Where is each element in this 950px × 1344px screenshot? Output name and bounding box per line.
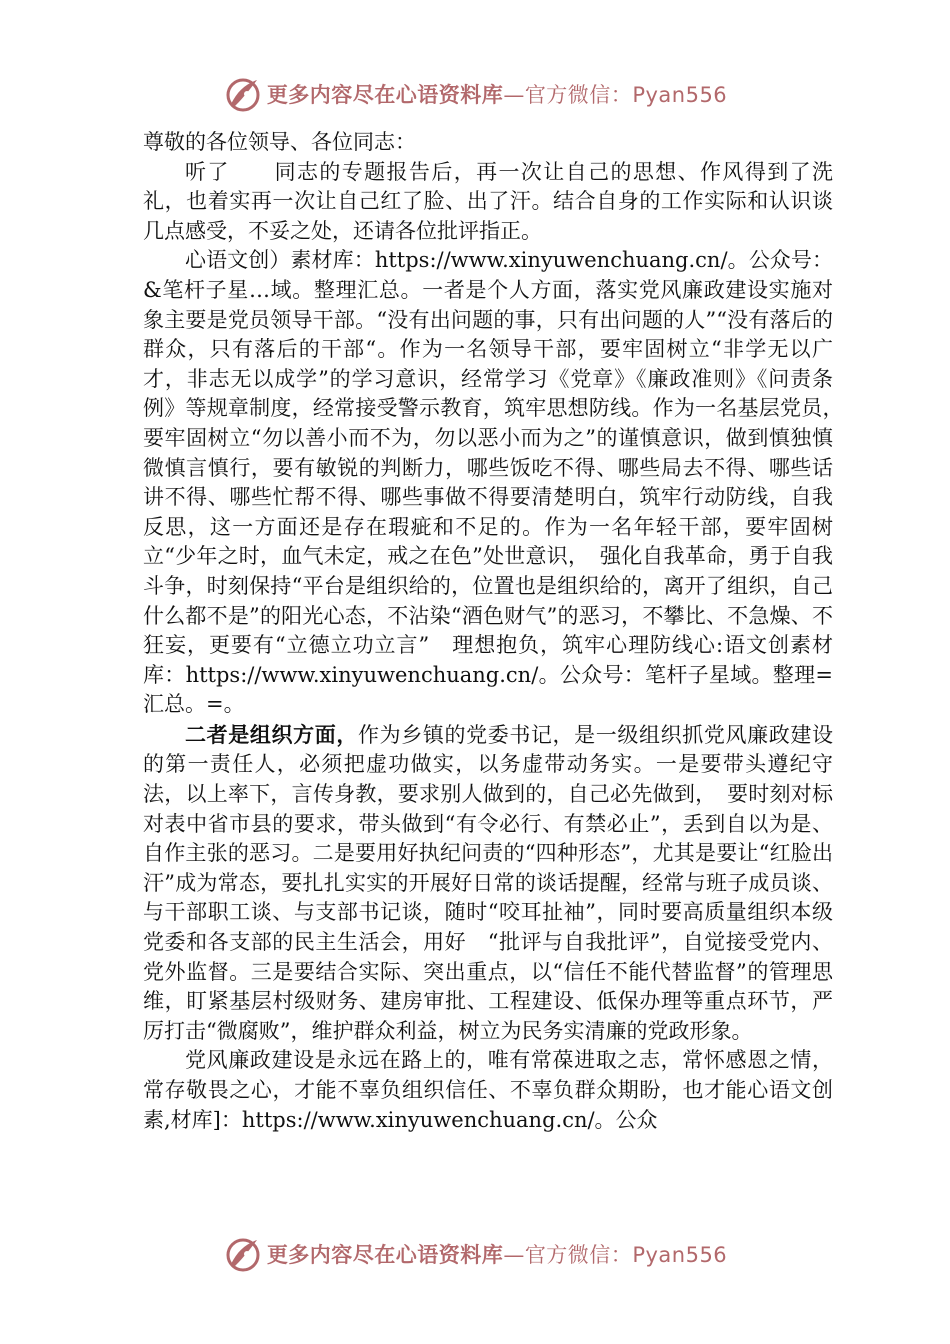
paragraph-4: 党风廉政建设是永远在路上的，唯有常葆进取之志，常怀感恩之情，常存敬畏之心，才能不辜负组织信任、不辜负群众期盼，也才能心语文创素,材库]：https://www.xinyuwenchuang.cn/。公众: [143, 1048, 833, 1132]
header-banner: [0, 72, 950, 116]
ink-brush-logo-icon: [223, 74, 263, 114]
banner-dash: —: [503, 83, 525, 107]
salutation: 尊敬的各位领导、各位同志：: [143, 130, 416, 154]
paragraph-3-lead: 二者是组织方面，: [185, 721, 358, 747]
banner-dash: —: [503, 1243, 525, 1267]
paragraph-3-text: 作为乡镇的党委书记，是一级组织抓党风廉政建设的第一责任人，必须把虚功做实，以务虚带动务实。一是要带头遵纪守法，以上率下，言传身教，要求别人做到的，自己必先做到， 要时刻对标对表中省市县的要求，带头做到“有令必行、有禁必止”，丢到自以为是、自作主张的恶习。二是要用好执纪问责的“四种形态”，尤其是要让“红脸出汗”成为常态，要扎扎实实的开展好日常的谈话提醒，经常与班子成员谈、与干部职工谈、与支部书记谈，随时“咬耳扯袖”，同时要高质量组织本级党委和各支部的民主生活会，用好 “批评与自我批评”，自觉接受党内、党外监督。三是要结合实际、突出重点，以“信任不能代替监督”的管理思维，盯紧基层村级财务、建房审批、工程建设、低保办理等重点环节，严厉打击“微腐败”，维护群众利益，树立为民务实清廉的党政形象。: [143, 722, 834, 1043]
banner-label: 官方微信：: [524, 83, 633, 107]
banner-prefix: 更多内容尽在心语资料库: [266, 83, 504, 107]
banner-label: 官方微信：: [524, 1243, 633, 1267]
banner-text: [267, 79, 727, 109]
footer-banner-content: [223, 1234, 727, 1274]
banner-account: Pyan556: [632, 1243, 728, 1267]
paragraph-1: 听了 同志的专题报告后，再一次让自己的思想、作风得到了洗礼，也着实再一次让自己红了脸、出了汗。结合自身的工作实际和认识谈几点感受，不妥之处，还请各位批评指正。: [143, 159, 833, 243]
header-banner-content: [223, 74, 727, 114]
banner-text: [267, 1239, 727, 1269]
banner-prefix: 更多内容尽在心语资料库: [266, 1243, 504, 1267]
paragraph-2: 心语文创）素材库：https://www.xinyuwenchuang.cn/。公众号：&笔杆子星…域。整理汇总。一者是个人方面，落实党风廉政建设实施对象主要是党员领导干部。“没有出问题的事，只有出问题的人”“没有落后的群众，只有落后的干部“。作为一名领导干部，要牢固树立“非学无以广才，非志无以成学”的学习意识，经常学习《党章》《廉政准则》《问责条例》等规章制度，经常接受警示教育，筑牢思想防线。作为一名基层党员， 要牢固树立“勿以善小而不为，勿以恶小而为之”的谨慎意识，做到慎独慎微慎言慎行，要有敏锐的判断力，哪些饭吃不得、哪些局去不得、哪些话讲不得、哪些忙帮不得、哪些事做不得要清楚明白，筑牢行动防线，自我反思，这一方面还是存在瑕疵和不足的。作为一名年轻干部，要牢固树立“少年之时，血气未定，戒之在色”处世意识， 强化自我革命，勇于自我斗争，时刻保持“平台是组织给的，位置也是组织给的，离开了组织，自己什么都不是”的阳光心态，不沾染“酒色财气”的恶习，不攀比、不急燥、不狂妄，更要有“立德立功立言” 理想抱负，筑牢心理防线心:语文创素材库：https://www.xinyuwenchuang.cn/。公众号：笔杆子星域。整理=汇总。=。: [143, 248, 854, 717]
banner-account: Pyan556: [632, 83, 728, 107]
ink-brush-logo-icon: [223, 1234, 263, 1274]
document-body: [143, 128, 854, 1135]
paragraph-3: [143, 720, 833, 1047]
footer-banner: [0, 1232, 950, 1276]
